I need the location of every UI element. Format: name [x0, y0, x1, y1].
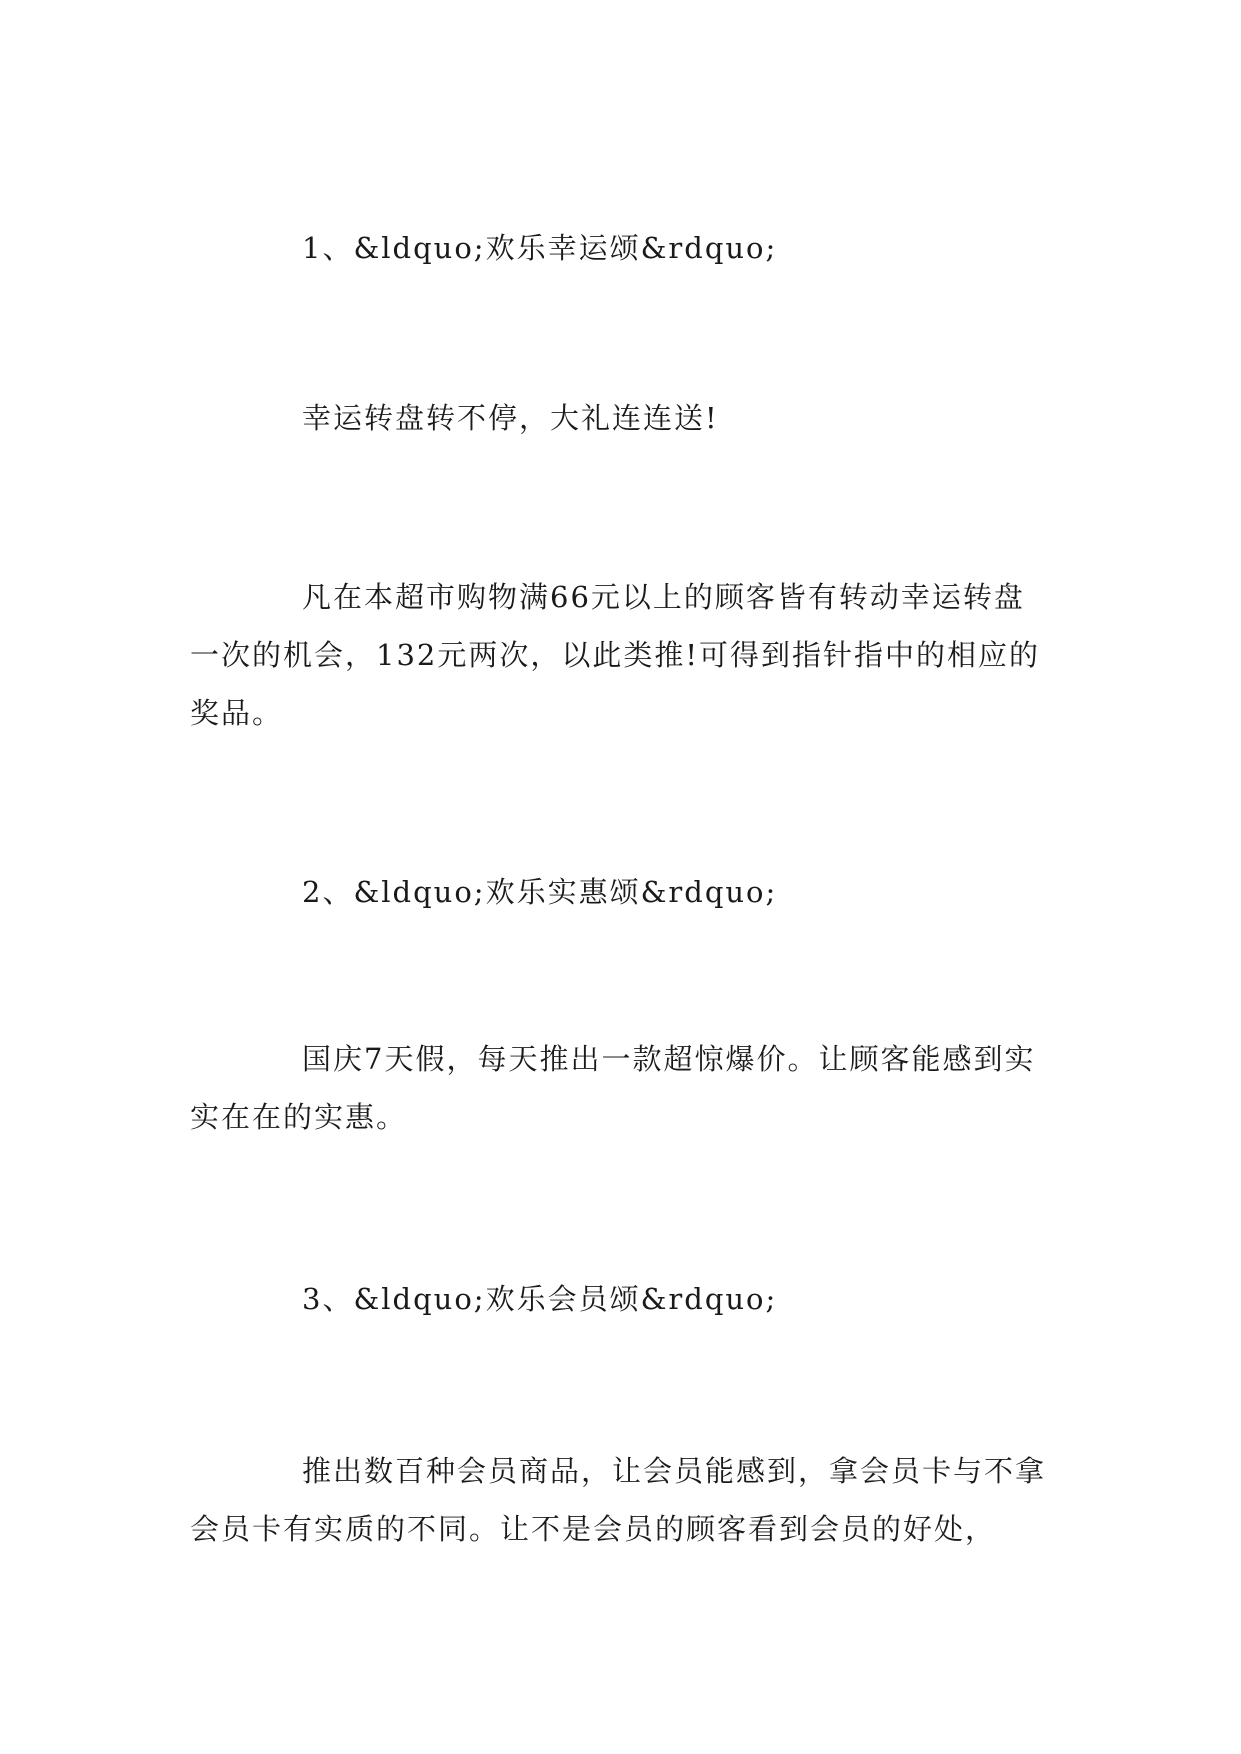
section-heading-1: 1、&ldquo;欢乐幸运颂&rdquo;: [302, 231, 778, 265]
paragraph-daily-deals: 国庆7天假，每天推出一款超惊爆价。让顾客能感到实实在在的实惠。: [190, 1042, 1036, 1134]
section-heading-2: 2、&ldquo;欢乐实惠颂&rdquo;: [302, 875, 778, 909]
paragraph-lucky-wheel-rules: 凡在本超市购物满66元以上的顾客皆有转动幸运转盘一次的机会，132元两次，以此类推!可得到指针指中的相应的奖品。: [190, 580, 1041, 730]
paragraph-lucky-wheel-slogan: 幸运转盘转不停，大礼连连送!: [302, 401, 719, 435]
paragraph-member-goods: 推出数百种会员商品，让会员能感到，拿会员卡与不拿会员卡有实质的不同。让不是会员的顾客看到会员的好处，: [190, 1454, 1047, 1546]
section-heading-3: 3、&ldquo;欢乐会员颂&rdquo;: [302, 1282, 778, 1316]
